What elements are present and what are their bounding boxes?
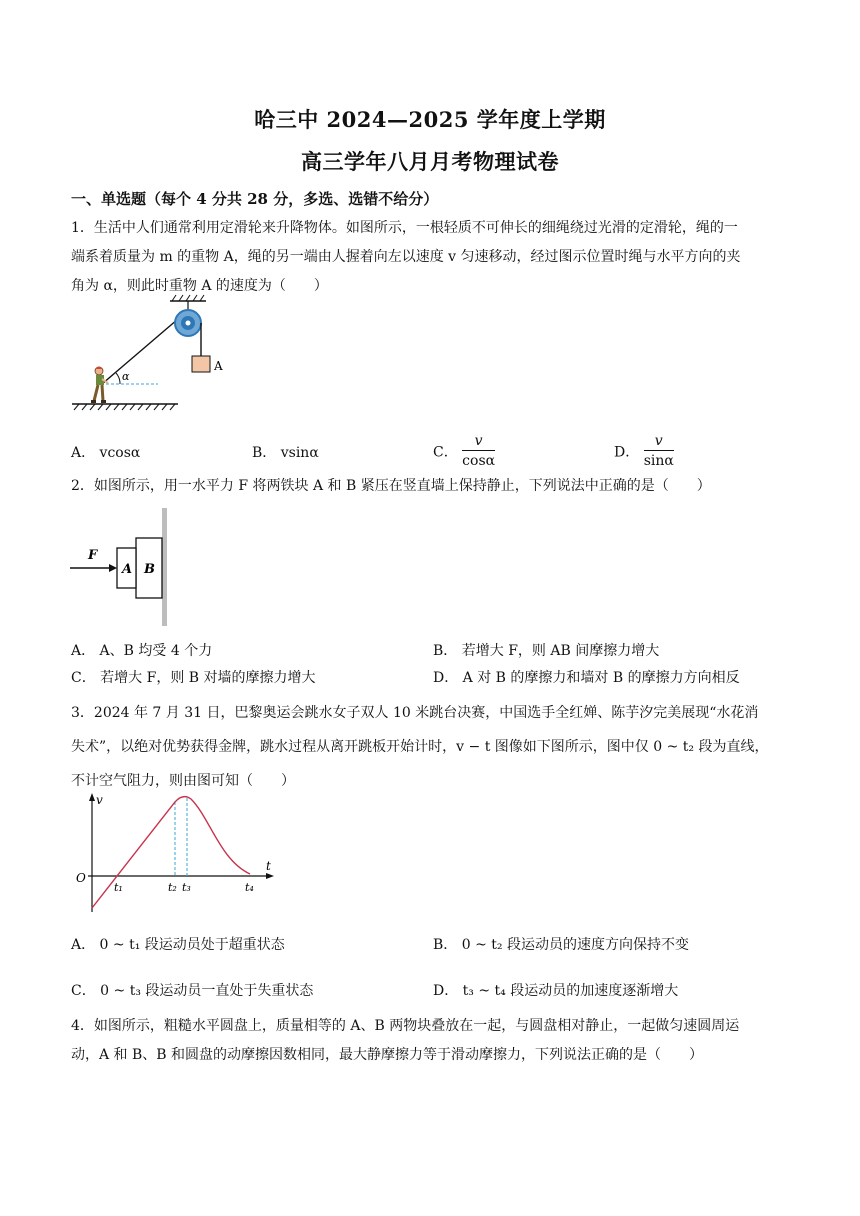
question-3-line-3: 不计空气阻力，则由图可知（ ） [71, 773, 295, 789]
q2-option-d[interactable]: D． A 对 B 的摩擦力和墙对 B 的摩擦力方向相反 [433, 670, 740, 686]
wall [162, 508, 167, 626]
question-2-text [71, 472, 793, 501]
question-2-line-1: 2．如图所示，用一水平力 F 将两铁块 A 和 B 紧压在竖直墙上保持静止，下列说法中正确的是（ ） [71, 478, 711, 494]
q1-option-d-denominator: sinα [643, 453, 674, 469]
q1-option-b[interactable]: B． vsinα [252, 445, 319, 461]
q1-option-a[interactable]: A． vcosα [71, 445, 141, 461]
question-1-line-2: 端系着质量为 m 的重物 A，绳的另一端由人握着向左以速度 v 匀速移动，经过图示位置时绳与水平方向的夹 [71, 249, 741, 265]
section-heading: 一、单选题（每个 4 分共 28 分，多选、选错不给分） [71, 190, 439, 208]
q1-option-c-prefix: C． [433, 444, 458, 461]
block-a-text: A [122, 562, 133, 577]
question-4-text [71, 1012, 793, 1070]
t3-label: t₃ [182, 881, 191, 894]
q3-option-b[interactable]: B． 0 ~ t₂ 段运动员的速度方向保持不变 [433, 937, 689, 953]
q2-option-c[interactable]: C． 若增大 F，则 B 对墙的摩擦力增大 [71, 670, 316, 686]
t-axis-arrow [266, 873, 274, 879]
block-a-label: A [214, 359, 223, 373]
t1-label: t₁ [114, 881, 123, 894]
exam-title-line1: 哈三中 2024—2025 学年度上学期 [254, 107, 606, 132]
exam-title-line2: 高三学年八月月考物理试卷 [301, 149, 559, 174]
person-figure [91, 367, 108, 404]
angle-alpha-label: α [122, 370, 130, 383]
q1-option-c-fraction [462, 432, 495, 471]
v-axis-label: v [96, 793, 103, 807]
q1-option-c[interactable] [433, 432, 495, 471]
q3-option-a[interactable]: A． 0 ~ t₁ 段运动员处于超重状态 [71, 937, 285, 953]
pulley-figure [66, 292, 236, 422]
q3-option-c[interactable]: C． 0 ~ t₃ 段运动员一直处于失重状态 [71, 983, 314, 999]
q1-option-d-fraction [644, 432, 674, 471]
t2-label: t₂ [168, 881, 177, 894]
question-3-line-1: 3．2024 年 7 月 31 日，巴黎奥运会跳水女子双人 10 米跳台决赛，中国选手全红婵、陈芋汐完美展现“水花消 [71, 705, 759, 721]
q1-option-c-numerator: v [462, 432, 495, 451]
question-1-line-1: 1．生活中人们通常利用定滑轮来升降物体。如图所示，一根轻质不可伸长的细绳绕过光滑的定滑轮，绳的一 [71, 220, 738, 236]
q1-option-c-denominator: cosα [462, 453, 496, 469]
ground-hatch [74, 404, 175, 410]
block-a [192, 356, 210, 372]
question-1-line-3: 角为 α，则此时重物 A 的速度为（ ） [71, 278, 328, 294]
q1-option-d-prefix: D． [614, 444, 640, 461]
q2-option-a[interactable]: A． A、B 均受 4 个力 [71, 643, 213, 659]
q2-option-b[interactable]: B． 若增大 F，则 AB 间摩擦力增大 [433, 643, 660, 659]
force-arrow-head [109, 564, 117, 572]
q1-option-d-numerator: v [644, 432, 674, 451]
pulley-axle [186, 321, 191, 326]
origin-label: O [76, 871, 86, 885]
block-b-text: B [144, 562, 155, 577]
force-f-label: F [88, 548, 98, 563]
question-3-line-2: 失术”，以绝对优势获得金牌，跳水过程从离开跳板开始计时，v − t 图像如下图所示，图中仅 0 ~ t₂ 段为直线， [71, 739, 769, 755]
question-1-text [71, 214, 793, 301]
q1-option-d[interactable] [614, 432, 674, 471]
question-3-text [71, 696, 793, 798]
rope-slanted [102, 319, 178, 384]
vt-graph [70, 790, 280, 916]
angle-arc [116, 373, 120, 384]
t4-label: t₄ [245, 881, 254, 894]
blocks-wall-figure [66, 504, 186, 628]
v-axis-arrow [89, 793, 95, 801]
q3-option-d[interactable]: D． t₃ ~ t₄ 段运动员的加速度逐渐增大 [433, 983, 679, 999]
t-axis-label: t [266, 859, 271, 873]
ceiling-hatch [172, 295, 204, 301]
question-4-line-1: 4．如图所示，粗糙水平圆盘上，质量相等的 A、B 两物块叠放在一起，与圆盘相对静止，一起做匀速圆周运 [71, 1018, 740, 1034]
question-4-line-2: 动，A 和 B、B 和圆盘的动摩擦因数相同，最大静摩擦力等于滑动摩擦力，下列说法正确的是（ ） [71, 1047, 704, 1063]
